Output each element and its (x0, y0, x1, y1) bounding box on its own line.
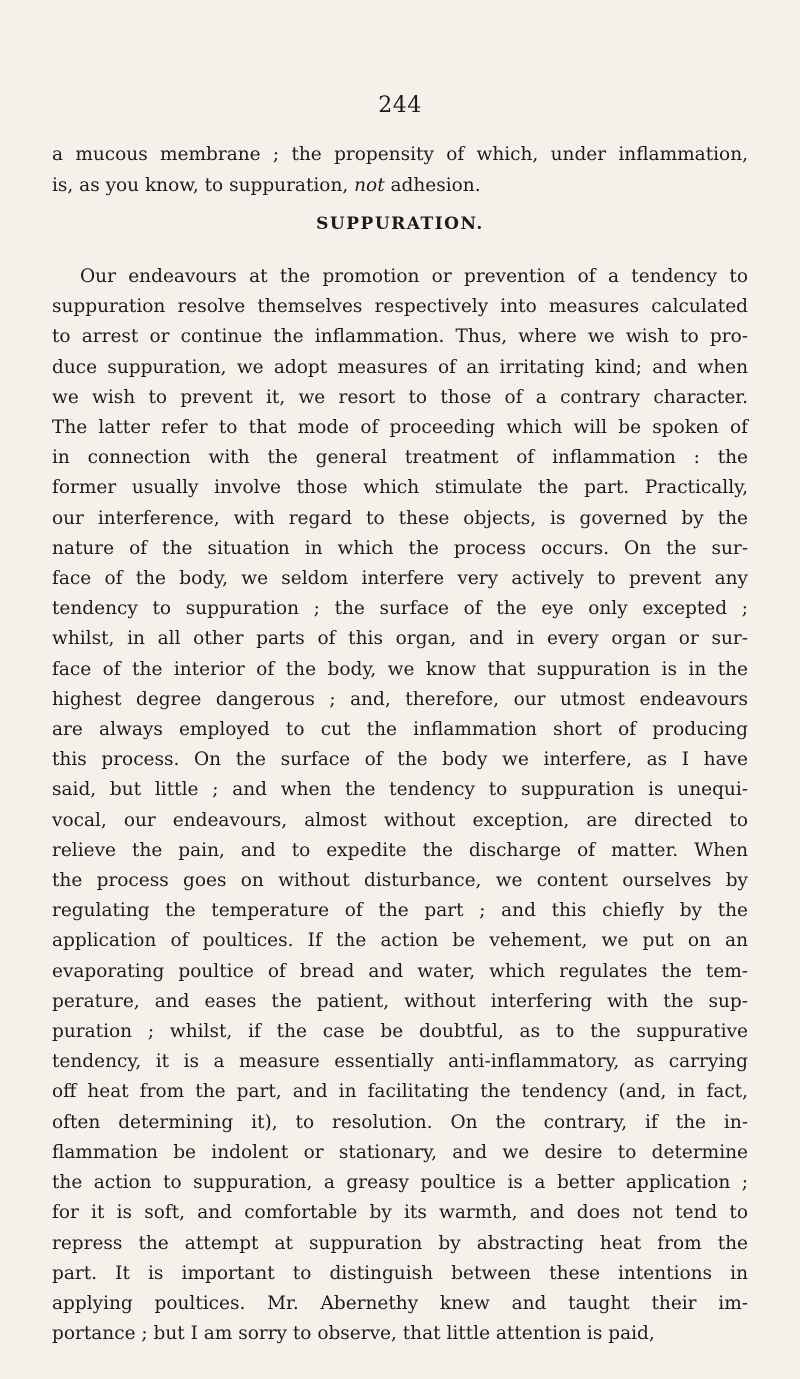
body-line: face of the interior of the body, we know that suppuration is in the (52, 658, 748, 680)
body-line: regulating the temperature of the part ; and this chiefly by the (52, 900, 748, 922)
body-line: to arrest or continue the inflammation. Thus, where we wish to pro- (52, 326, 748, 348)
intro-emphasis: not (354, 174, 385, 196)
body-line: in connection with the general treatment of inflammation : the (52, 447, 748, 469)
body-line: the action to suppuration, a greasy poultice is a better application ; (52, 1172, 748, 1194)
section-heading: SUPPURATION. (316, 214, 484, 234)
body-line: part. It is important to distinguish between these intentions in (52, 1262, 748, 1284)
body-line: highest degree dangerous ; and, therefore, our utmost endeavours (52, 688, 748, 710)
body-line: puration ; whilst, if the case be doubtful, as to the suppurative (52, 1021, 748, 1043)
intro-line-2-tail: adhesion. (384, 174, 481, 196)
intro-line-2-text: is, as you know, to suppuration, (52, 174, 349, 196)
body-line: relieve the pain, and to expedite the discharge of matter. When (52, 839, 748, 861)
body-line: said, but little ; and when the tendency to suppuration is unequi- (52, 779, 748, 801)
intro-line-2 (52, 171, 748, 202)
body-line: are always employed to cut the inflammation short of producing (52, 719, 748, 741)
body-line: evaporating poultice of bread and water, which regulates the tem- (52, 960, 748, 982)
body-line: former usually involve those which stimulate the part. Practically, (52, 477, 748, 499)
body-line: often determining it), to resolution. On the contrary, if the in- (52, 1111, 748, 1133)
body-line: applying poultices. Mr. Abernethy knew and taught their im- (52, 1292, 748, 1314)
body-line: nature of the situation in which the process occurs. On the sur- (52, 537, 748, 559)
body-line: portance ; but I am sorry to observe, that little attention is paid, (52, 1323, 655, 1345)
body-line: tendency, it is a measure essentially anti-inflammatory, as carrying (52, 1051, 748, 1073)
body-line: face of the body, we seldom interfere very actively to prevent any (52, 568, 748, 590)
body-line: tendency to suppuration ; the surface of the eye only excepted ; (52, 598, 748, 620)
body-line: The latter refer to that mode of proceeding which will be spoken of (52, 417, 748, 439)
intro-paragraph (52, 140, 748, 201)
body-line: we wish to prevent it, we resort to those of a contrary character. (52, 386, 748, 408)
body-paragraph (52, 262, 748, 1349)
body-line: perature, and eases the patient, without interfering with the sup- (52, 990, 748, 1012)
body-line: repress the attempt at suppuration by abstracting heat from the (52, 1232, 748, 1254)
body-line: suppuration resolve themselves respectively into measures calculated (52, 296, 748, 318)
intro-line-1: a mucous membrane ; the propensity of which, under inflammation, (52, 144, 748, 165)
body-line: duce suppuration, we adopt measures of an irritating kind; and when (52, 356, 748, 378)
body-line: the process goes on without disturbance, we content ourselves by (52, 870, 748, 892)
body-line: application of poultices. If the action be vehement, we put on an (52, 930, 748, 952)
body-line: this process. On the surface of the body we interfere, as I have (52, 749, 748, 771)
body-line: for it is soft, and comfortable by its warmth, and does not tend to (52, 1202, 748, 1224)
body-line: Our endeavours at the promotion or prevention of a tendency to (80, 266, 748, 287)
body-line: off heat from the part, and in facilitating the tendency (and, in fact, (52, 1081, 748, 1103)
body-line: flammation be indolent or stationary, and we desire to determine (52, 1141, 748, 1163)
body-line: vocal, our endeavours, almost without exception, are directed to (52, 809, 748, 831)
page-number: 244 (378, 93, 422, 118)
body-line: whilst, in all other parts of this organ, and in every organ or sur- (52, 628, 748, 650)
body-line: our interference, with regard to these objects, is governed by the (52, 507, 748, 529)
